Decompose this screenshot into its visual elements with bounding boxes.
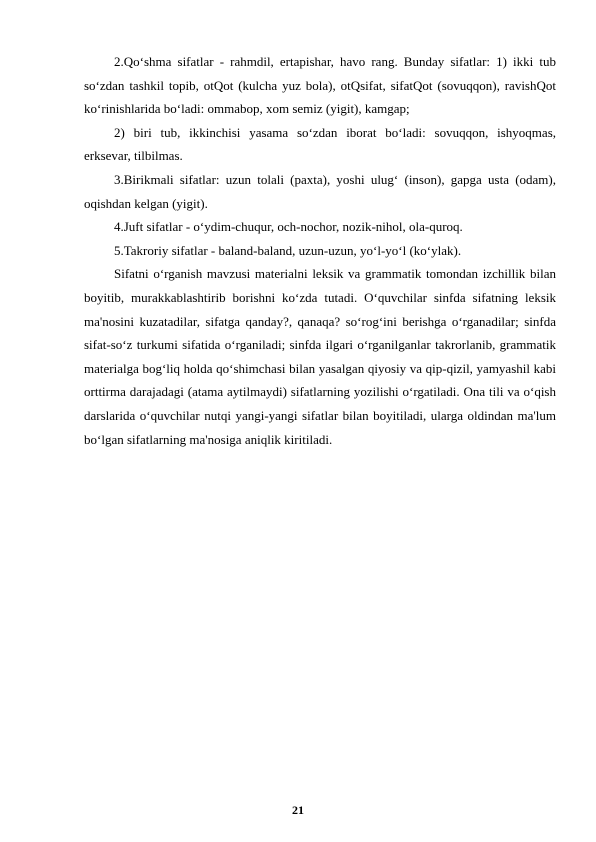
paragraph-compound-adjectives-type-2: 2) biri tub, ikkinchisi yasama so‘zdan iborat bo‘ladi: sovuqqon, ishyoqmas, erksevar, tilbilmas. bbox=[84, 124, 556, 164]
paragraph-paired-adjectives: 4.Juft sifatlar - o‘ydim-chuqur, och-nochor, nozik-nihol, ola-quroq. bbox=[114, 219, 463, 235]
paragraph-teaching-adjectives: Sifatni o‘rganish mavzusi materialni leksik va grammatik tomondan izchillik bilan boyitib, murakkablashtirib borishni ko‘zda tutadi. O‘quvchilar sinfda sifatning leksik ma'nosini kuzatadilar, sifatga qanday?, qanaqa? so‘rog‘ini berishga o‘rganadilar; sinfda sifat-so‘z turkumi sifatida o‘rganiladi; sinfda ilgari o‘rganilganlar takrorlanib, grammatik materialga bog‘liq holda qo‘shimchasi bilan yasalgan qiyosiy va qip-qizil, yamyashil kabi orttirma darajadagi (atama aytilmaydi) sifatlarning yozilishi o‘rgatiladi. Ona tili va o‘qish darslarida o‘quvchilar nutqi yangi-yangi sifatlar bilan boyitiladi, ularga oldindan ma'lum bo‘lgan sifatlarning ma'nosiga aniqlik kiritiladi. bbox=[84, 266, 556, 447]
page-number: 21 bbox=[292, 803, 304, 817]
page-body bbox=[84, 50, 556, 451]
paragraph-compound-adjectives: 2.Qo‘shma sifatlar - rahmdil, ertapishar, havo rang. Bunday sifatlar: 1) ikki tub so‘zdan tashkil topib, otQot (kulcha yuz bola), otQsifat, sifatQot (sovuqqon), ravishQot ko‘rinishlarida bo‘ladi: ommabop, xom semiz (yigit), kamgap; bbox=[84, 54, 556, 117]
paragraph-phrasal-adjectives: 3.Birikmali sifatlar: uzun tolali (paxta), yoshi ulug‘ (inson), gapga usta (odam), oqishdan kelgan (yigit). bbox=[84, 171, 556, 211]
paragraph-repeated-adjectives: 5.Takroriy sifatlar - baland-baland, uzun-uzun, yo‘l-yo‘l (ko‘ylak). bbox=[114, 242, 462, 258]
